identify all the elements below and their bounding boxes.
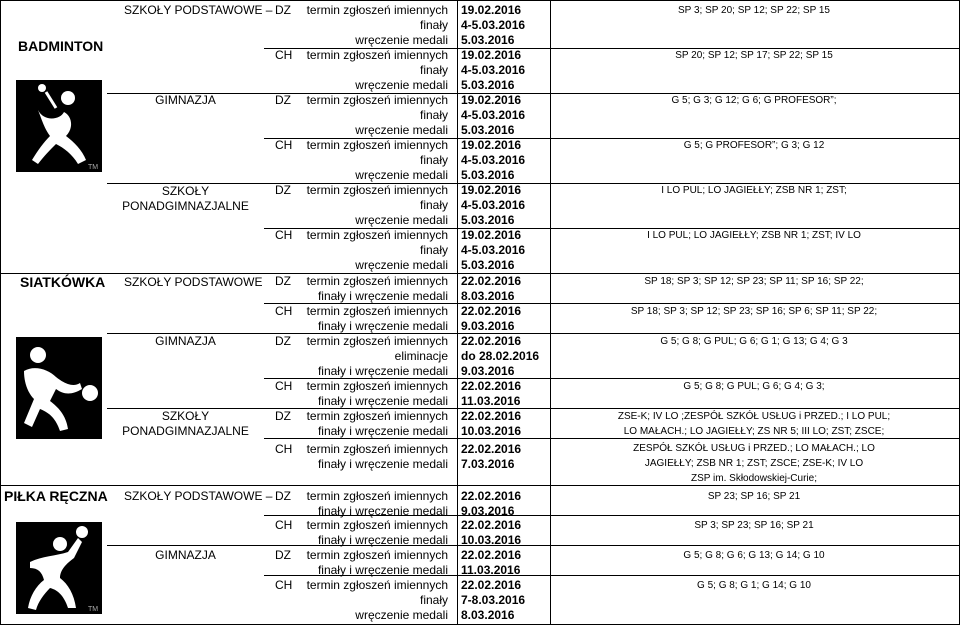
gender-ch: CH [275,379,293,393]
stage: termin zgłoszeń imiennych [306,304,448,318]
date: 19.02.2016 [461,3,522,17]
level-podstawowe: SZKOŁY PODSTAWOWE – [124,489,273,503]
stage: finały [419,108,448,122]
school-list: G 5; G 8; G PUL; G 6; G 4; G 3; [683,381,825,392]
date: 4-5.03.2016 [461,108,526,122]
school-list: SP 3; SP 20; SP 12; SP 22; SP 15 [678,5,830,16]
date: 19.02.2016 [461,138,522,152]
stage: wręczenie medali [355,78,448,92]
stage: finały [419,18,448,32]
date: 7-8.03.2016 [461,593,526,607]
date: 9.03.2016 [461,364,515,378]
gender-ch: CH [275,518,293,532]
date: 22.02.2016 [461,304,522,318]
gender-dz: DZ [275,93,291,107]
level-ponad-line2: PONADGIMNAZJALNE [122,424,249,438]
stage: finały i wręczenie medali [317,504,448,518]
stage: wręczenie medali [355,213,448,227]
tm-mark: TM [88,164,99,171]
level-gimnazja: GIMNAZJA [155,548,216,562]
stage: termin zgłoszeń imiennych [306,548,448,562]
date: 5.03.2016 [461,168,515,182]
badminton-pictogram-icon [16,80,102,172]
date: 19.02.2016 [461,93,522,107]
stage: termin zgłoszeń imiennych [306,274,448,288]
level-gimnazja: GIMNAZJA [155,334,216,348]
date: 19.02.2016 [461,228,522,242]
sport-siatkowka: SIATKÓWKA [20,274,106,290]
stage: wręczenie medali [355,168,448,182]
stage: finały i wręczenie medali [317,457,448,471]
level-podstawowe: SZKOŁY PODSTAWOWE – [124,3,273,17]
date: 8.03.2016 [461,608,515,622]
school-list: LO MAŁACH.; LO JAGIEŁŁY; ZS NR 5; III LO; ZST; ZSCE; [623,426,885,437]
date: 10.03.2016 [461,424,522,438]
school-list: I LO PUL; LO JAGIEŁŁY; ZSB NR 1; ZST; IV LO [647,230,861,241]
stage: termin zgłoszeń imiennych [306,138,448,152]
date: 11.03.2016 [461,394,521,408]
date: 11.03.2016 [461,563,521,577]
date: 22.02.2016 [461,518,522,532]
volleyball-pictogram-icon [16,337,102,439]
date: 22.02.2016 [461,548,522,562]
handball-pictogram-icon [16,522,102,614]
gender-dz: DZ [275,548,291,562]
date: 5.03.2016 [461,258,515,272]
stage: termin zgłoszeń imiennych [306,334,448,348]
date: 4-5.03.2016 [461,153,526,167]
date: 22.02.2016 [461,442,522,456]
school-list: SP 23; SP 16; SP 21 [707,491,801,502]
date: 4-5.03.2016 [461,18,526,32]
stage: finały [419,153,448,167]
stage: wręczenie medali [355,123,448,137]
stage: wręczenie medali [355,258,448,272]
stage: wręczenie medali [355,608,448,622]
date: 5.03.2016 [461,78,515,92]
date: 22.02.2016 [461,489,522,503]
school-list: G 5; G 8; G PUL; G 6; G 1; G 13; G 4; G 3 [660,336,848,347]
level-ponad-line1: SZKOŁY [161,409,210,423]
stage: termin zgłoszeń imiennych [306,518,448,532]
stage: termin zgłoszeń imiennych [306,183,448,197]
school-list: I LO PUL; LO JAGIEŁŁY; ZSB NR 1; ZST; [661,185,847,196]
date: 5.03.2016 [461,123,515,137]
date: 10.03.2016 [461,533,522,547]
school-list: SP 18; SP 3; SP 12; SP 23; SP 11; SP 16; SP 22; [644,276,864,287]
stage: eliminacje [394,349,448,363]
stage: finały [419,63,448,77]
date: 8.03.2016 [461,289,515,303]
school-list: G 5; G 3; G 12; G 6; G PROFESOR”; [671,95,837,106]
school-list: ZSP im. Skłodowskiej-Curie; [691,473,817,484]
gender-ch: CH [275,48,293,62]
gender-ch: CH [275,578,293,592]
stage: termin zgłoszeń imiennych [306,409,448,423]
sport-badminton: BADMINTON [18,38,104,54]
date: 7.03.2016 [461,457,515,471]
school-list: ZSE-K; IV LO ;ZESPÓŁ SZKÓŁ USŁUG i PRZED.; I LO PUL; [617,411,891,422]
school-list: G 5; G PROFESOR”; G 3; G 12 [683,140,825,151]
level-gimnazja: GIMNAZJA [155,93,216,107]
date: 4-5.03.2016 [461,63,526,77]
school-list: SP 3; SP 23; SP 16; SP 21 [694,520,814,531]
date: 19.02.2016 [461,183,522,197]
stage: finały i wręczenie medali [317,394,448,408]
sport-pilka-reczna: PIŁKA RĘCZNA [4,488,108,504]
stage: termin zgłoszeń imiennych [306,48,448,62]
stage: termin zgłoszeń imiennych [306,489,448,503]
date: do 28.02.2016 [461,349,540,363]
date: 4-5.03.2016 [461,243,526,257]
level-podstawowe: SZKOŁY PODSTAWOWE [124,275,263,289]
stage: finały [419,243,448,257]
stage: finały i wręczenie medali [317,533,448,547]
date: 22.02.2016 [461,334,522,348]
stage: finały i wręczenie medali [317,364,448,378]
stage: termin zgłoszeń imiennych [306,578,448,592]
gender-dz: DZ [275,183,291,197]
stage: termin zgłoszeń imiennych [306,379,448,393]
date: 5.03.2016 [461,33,515,47]
stage: finały i wręczenie medali [317,289,448,303]
date: 9.03.2016 [461,504,515,518]
date: 9.03.2016 [461,319,515,333]
gender-dz: DZ [275,409,291,423]
tm-mark: TM [88,606,99,613]
stage: termin zgłoszeń imiennych [306,93,448,107]
gender-dz: DZ [275,274,291,288]
school-list: ZESPÓŁ SZKÓŁ USŁUG i PRZED.; LO MAŁACH.; LO [633,443,875,454]
school-list: G 5; G 8; G 6; G 13; G 14; G 10 [683,550,825,561]
stage: termin zgłoszeń imiennych [306,228,448,242]
stage: termin zgłoszeń imiennych [306,442,448,456]
school-list: JAGIEŁŁY; ZSB NR 1; ZST; ZSCE; ZSE-K; IV LO [644,458,864,469]
date: 22.02.2016 [461,578,522,592]
date: 22.02.2016 [461,274,522,288]
school-list: SP 20; SP 12; SP 17; SP 22; SP 15 [675,50,833,61]
gender-ch: CH [275,228,293,242]
date: 22.02.2016 [461,409,522,423]
date: 4-5.03.2016 [461,198,526,212]
date: 5.03.2016 [461,213,515,227]
gender-dz: DZ [275,3,291,17]
stage: finały i wręczenie medali [317,563,448,577]
level-ponad-line2: PONADGIMNAZJALNE [122,199,249,213]
stage: finały [419,198,448,212]
gender-ch: CH [275,138,293,152]
stage: finały i wręczenie medali [317,424,448,438]
gender-dz: DZ [275,334,291,348]
stage: wręczenie medali [355,33,448,47]
date: 19.02.2016 [461,48,522,62]
date: 22.02.2016 [461,379,522,393]
gender-ch: CH [275,442,293,456]
school-list: SP 18; SP 3; SP 12; SP 23; SP 16; SP 6; SP 11; SP 22; [630,306,878,317]
stage: finały i wręczenie medali [317,319,448,333]
school-list: G 5; G 8; G 1; G 14; G 10 [697,580,811,591]
gender-dz: DZ [275,489,291,503]
stage: termin zgłoszeń imiennych [306,3,448,17]
stage: finały [419,593,448,607]
level-ponad-line1: SZKOŁY [161,184,210,198]
gender-ch: CH [275,304,293,318]
